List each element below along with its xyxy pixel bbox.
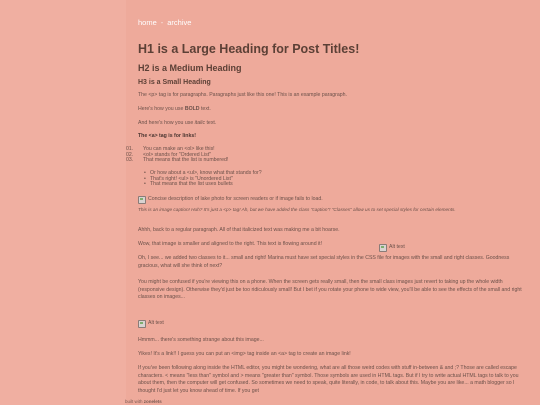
broken-image-icon: [379, 244, 387, 252]
list-number: 03.: [126, 157, 134, 164]
paragraph-escape-chars: If you've been following along inside the HTML editor, you might be wondering, what are all those weird codes with stuff in-between & and ;? Those are called escape characters. < means "less than" symbol and > means "greater than" symbol. Those symbols are used in HTML tags. But if I try to write actual HTML tags to talk to you about them, then the computer will get confused. So sometimes we need to speak, quite literally, in code, to talk about this. Maybe you are like... a math blogger so I thought I'd just let you know ahead of time. If you get: [138, 365, 519, 394]
image-caption: This is an image caption! Huh? It's just a <p> tag! Ah, but we have added the class "caption"! "Classes" allow us to set special styles for certain elements.: [138, 207, 456, 212]
ordered-list: [126, 147, 228, 164]
footer-brand-link[interactable]: zonelets: [143, 399, 162, 404]
footer-credit: [125, 399, 162, 404]
paragraph-image-link: Yikes! It's a link!! I guess you can put an <img> tag inside an <a> tag to create an image link!: [138, 351, 351, 357]
paragraph-bold: [138, 106, 530, 114]
list-text: <ol> stands for "Ordered List": [143, 151, 211, 158]
heading-h2: H2 is a Medium Heading: [138, 63, 242, 73]
lake-image: [138, 196, 530, 204]
italic-suffix: text.: [205, 120, 217, 126]
image-link-alt: Alt text: [148, 320, 164, 327]
bold-prefix: Here's how you use: [138, 106, 185, 112]
paragraph-strange: Hmmm... there's something strange about this image...: [138, 337, 264, 343]
list-item: • That means that the list uses bullets: [150, 182, 262, 188]
page-container: [126, 0, 540, 405]
nav-separator: -: [160, 18, 164, 27]
paragraph-flow: Wow, that image is smaller and aligned to the right. This text is flowing around it!: [138, 241, 323, 247]
paragraph-classes: Oh, I see... we added two classes to it... small and right! Marina must have set special styles in the CSS file for images with the small and right classes. Goodness gracious, what will she think of next?: [138, 255, 510, 269]
small-right-image: [379, 244, 405, 252]
top-nav: [138, 18, 191, 27]
paragraph-p-tag: The <p> tag is for paragraphs. Paragraphs just like this one! This is an example paragraph.: [138, 92, 347, 98]
paragraph-regular: Ahhh, back to a regular paragraph. All of that italicized text was making me a bit hoarse.: [138, 227, 340, 233]
nav-archive-link[interactable]: archive: [167, 18, 192, 27]
post-title-h1: H1 is a Large Heading for Post Titles!: [138, 42, 360, 56]
paragraph-responsive: You might be confused if you're viewing this on a phone. When the screen gets really small, then the small class images just revert to taking up the whole width (responsive design). Otherwise they'd just be too ridiculously small! But I bet if you rotate your phone to wide view, you'll be able to see the effects of the small and right classes on images...: [138, 279, 522, 301]
broken-image-icon: [138, 320, 146, 328]
italic-word: italic: [194, 120, 206, 126]
list-text: That means that the list is numbered!: [143, 157, 229, 164]
list-item: [126, 158, 228, 164]
broken-image-icon: [138, 196, 146, 204]
footer: [0, 397, 540, 405]
italic-prefix: And here's how you use: [138, 120, 195, 126]
bold-word: BOLD: [184, 106, 200, 112]
unordered-list: [150, 171, 262, 188]
list-number: 01.: [126, 146, 134, 152]
image-link[interactable]: [138, 320, 530, 328]
list-text: You can make an <ol> like this!: [143, 146, 215, 152]
link-paragraph[interactable]: The <a> tag is for links!: [138, 133, 196, 139]
list-item: • Or how about a <ul>, know what that stands for?: [150, 171, 262, 177]
nav-home-link[interactable]: home: [138, 18, 157, 27]
heading-h3: H3 is a Small Heading: [138, 79, 211, 86]
paragraph-italic: [138, 120, 530, 128]
small-right-image-alt: Alt text: [389, 244, 405, 251]
footer-built-with: built with: [125, 399, 143, 404]
list-item: • That's right! <ul> is "Unordered List": [150, 177, 262, 183]
lake-image-alt: Concise description of lake photo for screen readers or if image fails to load.: [148, 196, 323, 203]
list-number: 02.: [126, 151, 134, 158]
bold-suffix: text.: [199, 106, 211, 112]
